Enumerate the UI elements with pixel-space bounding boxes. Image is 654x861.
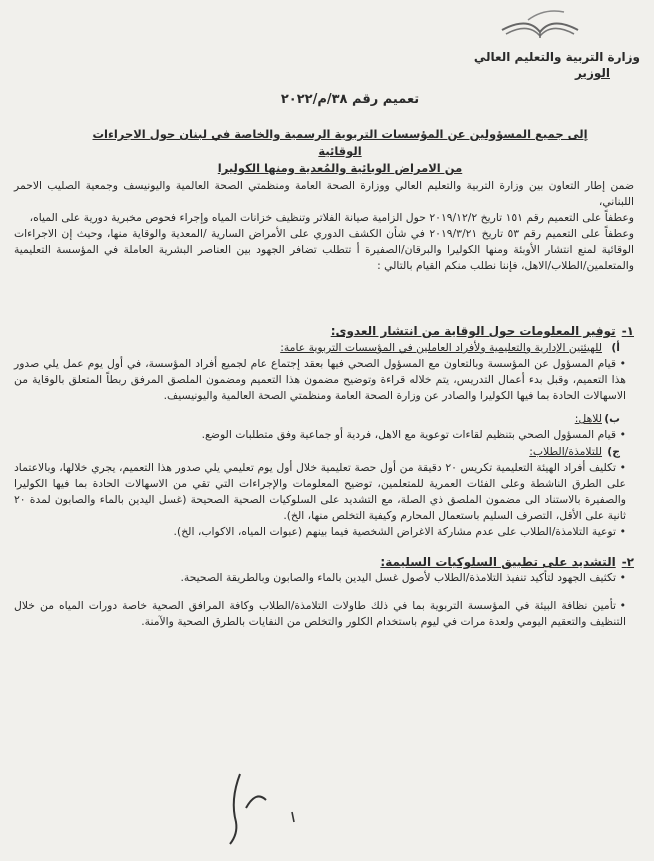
- subsection-a-title: للهيئتين الإدارية والتعليمية ولأفراد العاملين في المؤسسات التربوية عامة:: [280, 341, 602, 354]
- circular-number: تعميم رقم ٣٨/م/٢٠٢٢: [280, 92, 420, 107]
- subsection-b-title: للاهل:: [574, 412, 602, 425]
- subsection-c-bullet-1: • تكليف أفراد الهيئة التعليمية تكريس ٢٠ دقيقة من أول حصة تعليمية خلال أول يوم تعليمي يلي صدور هذا التعميم، يجري خلالها، وبالاعتماد على الطرق الناشطة وعلى الفئات العمرية للمتعلمين، توضيح المعلومات والإجراءات التي تقي من الاسهالات الحادة بما فيها الكوليرا والصفيرة بالاستناد الى مضمون الملصق ذي الصلة، مع التشديد على السلوكيات الصحية الصحيحة (غسل اليدين بالماء والصابون لمدة ٢٠ ثانية على الأقل، التصرف السليم باستعمال المحارم وكيفية التخلص منها، الخ).: [14, 460, 634, 524]
- subject-line-1: إلى جميع المسؤولين عن المؤسسات التربوية الرسمية والخاصة في لبنان حول الاجراءات الوقائية: [92, 127, 588, 158]
- subject-heading: [90, 126, 590, 177]
- handwritten-signature: [200, 760, 320, 854]
- subsection-a-heading: [14, 340, 634, 356]
- subsection-a-letter: أ): [611, 341, 620, 354]
- section-2-number: ٢-: [621, 555, 634, 569]
- subsection-a-bullet: • قيام المسؤول عن المؤسسة وبالتعاون مع المسؤول الصحي فيها بعقد إجتماع عام لجميع أفراد المؤسسة، في أول يوم عمل يلي صدور هذا التعميم، وقبل بدء أعمال التدريس، يتم خلاله قراءة وتوضيح مضمون هذا التعميم ومضمون الملصق المرفق ربطاً المتعلق بالوقاية من الاسهالات الحادة بما فيها الكوليرا والصادر عن وزارة الصحة العامة ومنظمتي الصحة العالمية واليونيسيف.: [14, 356, 634, 404]
- subsection-c-title: للتلامذة/الطلاب:: [529, 445, 602, 458]
- subsection-c-heading: [14, 444, 634, 460]
- intro-paragraph: وعطفاً على التعميم رقم ١٥١ تاريخ ٢٠١٩/١٢/٢ حول الزامية صيانة الفلاتر وتنظيف خزانات المياه وإجراء فحوص مخبرية دورية على المياه،: [29, 211, 634, 224]
- section-2-bullet-1: • تكثيف الجهود لتأكيد تنفيذ التلامذة/الطلاب لأصول غسل اليدين بالماء والصابون وبالطريقة الصحيحة.: [14, 570, 634, 586]
- intro-paragraph: وعطفاً على التعميم رقم ٥٣ تاريخ ٢٠١٩/٣/٢١ في شأن الكشف الدوري على الأمراض السارية /المعدية والوقاية منها، وحيث إن الاجراءات الوقائية لمنع انتشار الأوبئة ومنها الكوليرا والبرقان/الصفيرة أ تتطلب تضافر الجهود بين العناصر البشرية العاملة في المؤسسة التعليمية والمتعلمين/الطلاب/الاهل، فإننا نطلب منكم القيام بالتالي :: [14, 227, 634, 272]
- open-book-icon: [498, 6, 582, 44]
- subject-line-2: من الامراض الوبائية والمُعدية ومنها الكوليرا: [217, 161, 463, 175]
- document-body: [14, 323, 634, 630]
- ministry-name: وزارة التربية والتعليم العالي: [473, 50, 640, 64]
- intro-paragraph: ضمن إطار التعاون بين وزارة التربية والتعليم العالي ووزارة الصحة العامة ومنظمتي الصحة العالمية واليونيسف وجمعية الصليب الاحمر اللبناني،: [14, 179, 634, 208]
- section-1-heading: [14, 323, 634, 339]
- subsection-c-letter: ج): [607, 445, 620, 458]
- subsection-b-bullet: • قيام المسؤول الصحي بتنظيم لقاءات توعوية مع الاهل، فردية أو جماعية وفق متطلبات الوضع.: [14, 427, 634, 443]
- minister-title: الوزير: [574, 66, 610, 80]
- subsection-b-letter: ب): [604, 412, 620, 425]
- section-2-title: التشديد على تطبيق السلوكيات السليمة:: [380, 555, 616, 569]
- subsection-c-bullet-2: • توعية التلامذة/الطلاب على عدم مشاركة الاغراض الشخصية فيما بينهم (عبوات المياه، الاكواب، الخ).: [14, 524, 634, 540]
- letterhead: [440, 50, 640, 80]
- section-2-bullet-2: • تأمين نظافة البيئة في المؤسسة التربوية بما في ذلك طاولات التلامذة/الطلاب وكافة المرافق الصحية خاصة دورات المياه من خلال التنظيف والتعقيم اليومي ولعدة مرات في ليوم باستخدام الكلور والتخلص من النفايات بالطرق الصحية والآمنة.: [14, 598, 634, 630]
- intro-paragraphs: [14, 178, 634, 274]
- section-1-title: توفير المعلومات حول الوقاية من انتشار العدوى:: [330, 324, 616, 338]
- subsection-b-heading: [14, 411, 634, 427]
- section-2-heading: [14, 554, 634, 570]
- section-1-number: ١-: [621, 324, 634, 338]
